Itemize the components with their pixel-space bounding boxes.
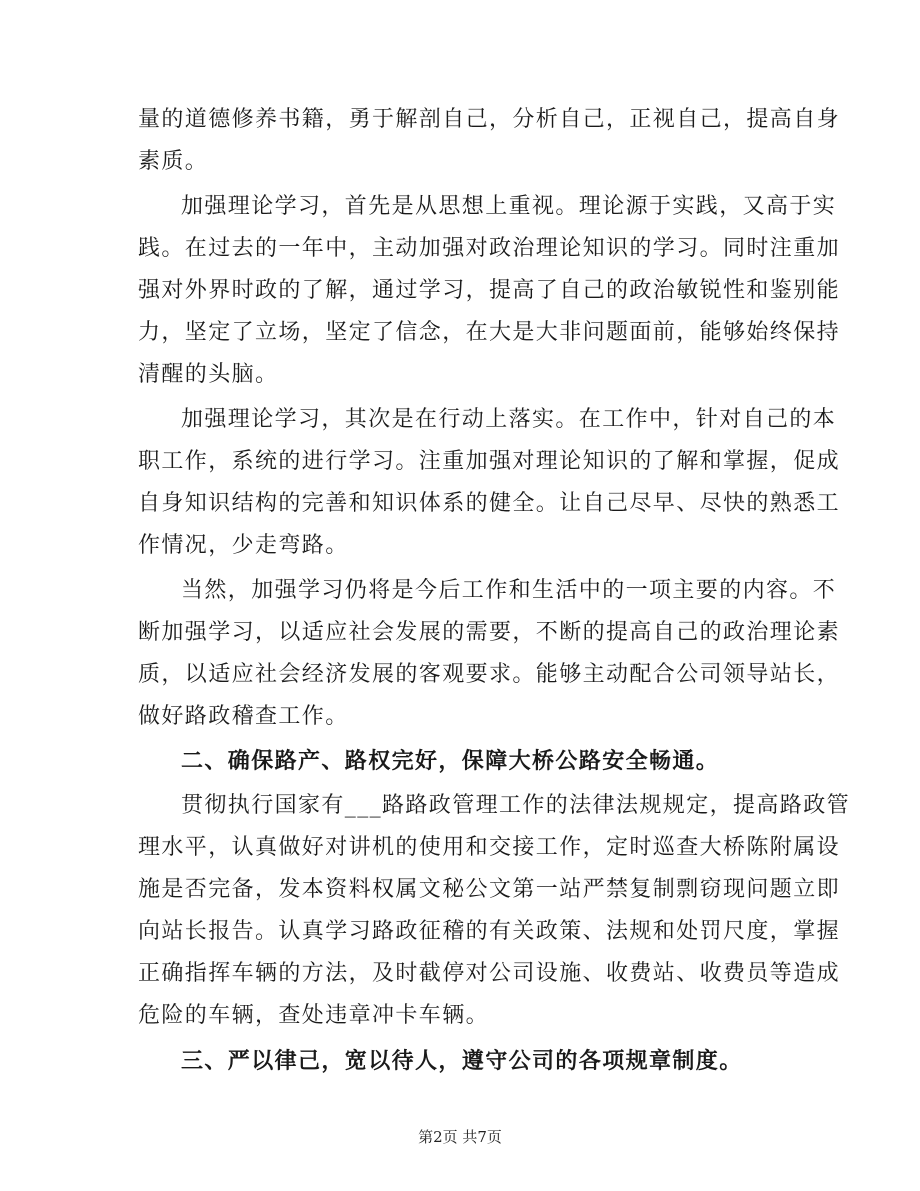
text-line: 践。在过去的一年中，主动加强对政治理论知识的学习。同时注重加 — [138, 236, 841, 261]
text-line: 施是否完备，发本资料权属文秘公文第一站严禁复制剽窃现问题立即 — [138, 877, 841, 902]
text-line: 职工作，系统的进行学习。注重加强对理论知识的了解和掌握，促成 — [138, 449, 841, 474]
text-line: 正确指挥车辆的方法，及时截停对公司设施、收费站、收费员等造成 — [138, 961, 841, 986]
text-line: 作情况，少走弯路。 — [138, 533, 349, 558]
text-line: 理水平，认真做好对讲机的使用和交接工作，定时巡查大桥陈附属设 — [138, 835, 841, 860]
paragraph-first-line: 加强理论学习，首先是从思想上重视。理论源于实践，又高于实 — [181, 194, 837, 219]
text-line: 向站长报告。认真学习路政征稽的有关政策、法规和处罚尺度，掌握 — [138, 919, 841, 944]
section-heading-3: 三、严以律己，宽以待人，遵守公司的各项规章制度。 — [181, 1048, 743, 1074]
text-line: 自身知识结构的完善和知识体系的健全。让自己尽早、尽快的熟悉工 — [138, 491, 841, 516]
paragraph-first-line: 贯彻执行国家有___路路政管理工作的法律法规规定，提高路政管 — [181, 793, 851, 818]
text-line: 质，以适应社会经济发展的客观要求。能够主动配合公司领导站长， — [138, 662, 841, 687]
text-line: 强对外界时政的了解，通过学习，提高了自己的政治敏锐性和鉴别能 — [138, 278, 841, 303]
paragraph-first-line: 当然，加强学习仍将是今后工作和生活中的一项主要的内容。不 — [181, 578, 837, 603]
text-line: 做好路政稽查工作。 — [138, 704, 349, 729]
section-heading-2: 二、确保路产、路权完好，保障大桥公路安全畅通。 — [181, 748, 720, 774]
text-line: 量的道德修养书籍，勇于解剖自己，分析自己，正视自己，提高自身 — [138, 107, 841, 132]
paragraph-first-line: 加强理论学习，其次是在行动上落实。在工作中，针对自己的本 — [181, 407, 837, 432]
text-line: 素质。 — [138, 149, 209, 174]
text-line: 力，坚定了立场，坚定了信念，在大是大非问题面前，能够始终保持 — [138, 320, 841, 345]
text-line: 危险的车辆，查处违章冲卡车辆。 — [138, 1003, 490, 1028]
text-line: 清醒的头脑。 — [138, 362, 279, 387]
text-line: 断加强学习，以适应社会发展的需要，不断的提高自己的政治理论素 — [138, 620, 841, 645]
page-number-footer: 第2页 共7页 — [418, 1128, 502, 1146]
